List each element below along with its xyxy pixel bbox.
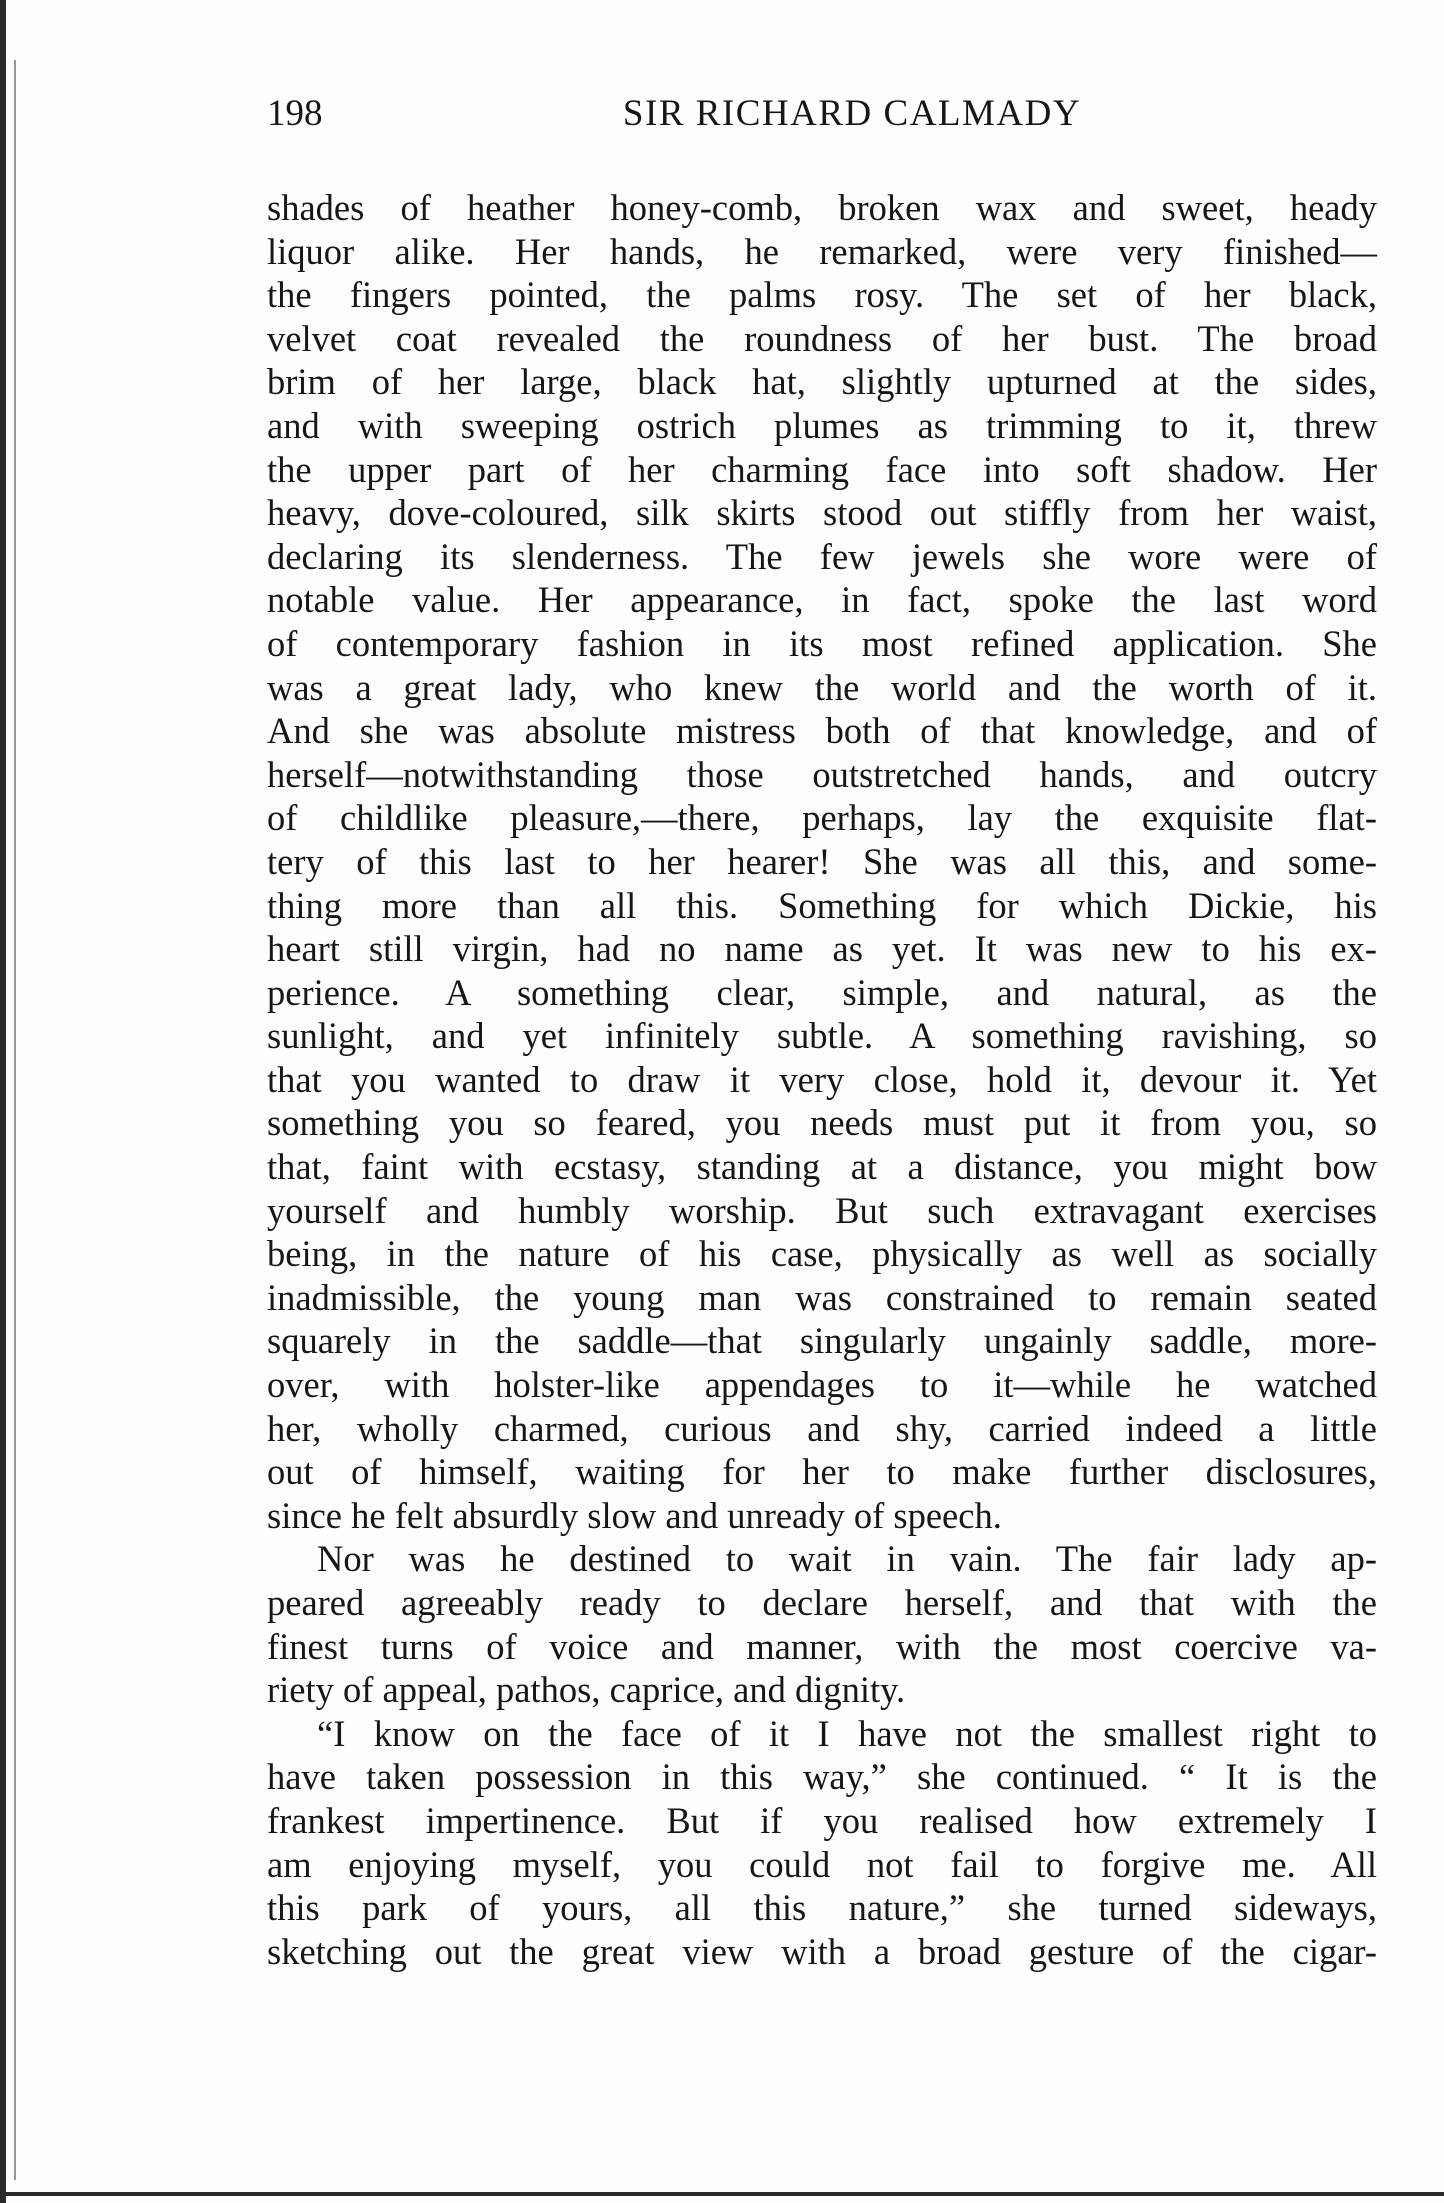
text-line: perience. A something clear, simple, and natural, as the xyxy=(267,971,1377,1013)
text-line: brim of her large, black hat, slightly upturned at the sides, xyxy=(267,361,1377,403)
book-binding-edge xyxy=(0,0,6,2203)
body-text xyxy=(267,186,1377,1973)
text-line: and with sweeping ostrich plumes as trimming to it, threw xyxy=(267,404,1377,446)
text-line: of childlike pleasure,—there, perhaps, lay the exquisite flat- xyxy=(267,797,1377,839)
text-line: sunlight, and yet infinitely subtle. A something ravishing, so xyxy=(267,1015,1377,1057)
text-line: out of himself, waiting for her to make further disclosures, xyxy=(267,1451,1377,1493)
text-line: have taken possession in this way,” she continued. “ It is the xyxy=(267,1756,1377,1798)
text-line: the fingers pointed, the palms rosy. The set of her black, xyxy=(267,274,1377,316)
text-line: over, with holster-like appendages to it—while he watched xyxy=(267,1364,1377,1406)
text-line: tery of this last to her hearer! She was all this, and some- xyxy=(267,840,1377,882)
text-line: yourself and humbly worship. But such extravagant exercises xyxy=(267,1189,1377,1231)
text-line: the upper part of her charming face into soft shadow. Her xyxy=(267,448,1377,490)
text-line: being, in the nature of his case, physically as well as socially xyxy=(267,1233,1377,1275)
text-line: that, faint with ecstasy, standing at a distance, you might bow xyxy=(267,1146,1377,1188)
text-line: shades of heather honey-comb, broken wax and sweet, heady xyxy=(267,187,1377,228)
text-line: thing more than all this. Something for which Dickie, his xyxy=(267,884,1377,926)
text-line: her, wholly charmed, curious and shy, carried indeed a little xyxy=(267,1407,1377,1449)
text-line: of contemporary fashion in its most refined application. She xyxy=(267,622,1377,664)
text-line: riety of appeal, pathos, caprice, and dignity. xyxy=(267,1669,906,1711)
text-line: velvet coat revealed the roundness of her bust. The broad xyxy=(267,317,1377,359)
text-line: notable value. Her appearance, in fact, spoke the last word xyxy=(267,579,1377,621)
text-line: liquor alike. Her hands, he remarked, were very finished— xyxy=(267,230,1377,272)
text-line: And she was absolute mistress both of that knowledge, and of xyxy=(267,710,1377,752)
running-header xyxy=(267,92,1377,142)
text-line: peared agreeably ready to declare herself, and that with the xyxy=(267,1582,1377,1623)
text-line: finest turns of voice and manner, with the most coercive va- xyxy=(267,1625,1377,1667)
text-line: sketching out the great view with a broad gesture of the cigar- xyxy=(267,1930,1377,1972)
text-line: heart still virgin, had no name as yet. It was new to his ex- xyxy=(267,928,1377,970)
running-title: SIR RICHARD CALMADY xyxy=(622,93,1082,134)
text-line: since he felt absurdly slow and unready of speech. xyxy=(267,1494,1002,1536)
page-number: 198 xyxy=(267,93,323,134)
text-line: “I know on the face of it I have not the smallest right to xyxy=(317,1712,1377,1754)
text-line: was a great lady, who knew the world and the worth of it. xyxy=(267,666,1377,708)
text-line: herself—notwithstanding those outstretched hands, and outcry xyxy=(267,753,1377,795)
text-line: frankest impertinence. But if you realised how extremely I xyxy=(267,1799,1377,1841)
text-line: inadmissible, the young man was constrained to remain seated xyxy=(267,1276,1377,1318)
text-line: am enjoying myself, you could not fail to forgive me. All xyxy=(267,1843,1377,1885)
text-line: that you wanted to draw it very close, hold it, devour it. Yet xyxy=(267,1058,1377,1100)
text-line: something you so feared, you needs must put it from you, so xyxy=(267,1102,1377,1144)
page-bottom-edge xyxy=(0,2192,1444,2196)
text-line: squarely in the saddle—that singularly ungainly saddle, more- xyxy=(267,1320,1377,1362)
binding-shadow xyxy=(14,60,16,2180)
text-line: declaring its slenderness. The few jewels she wore were of xyxy=(267,535,1377,577)
text-line: this park of yours, all this nature,” she turned sideways, xyxy=(267,1887,1377,1929)
text-line: Nor was he destined to wait in vain. The fair lady ap- xyxy=(317,1538,1377,1580)
text-line: heavy, dove-coloured, silk skirts stood out stiffly from her waist, xyxy=(267,492,1377,534)
